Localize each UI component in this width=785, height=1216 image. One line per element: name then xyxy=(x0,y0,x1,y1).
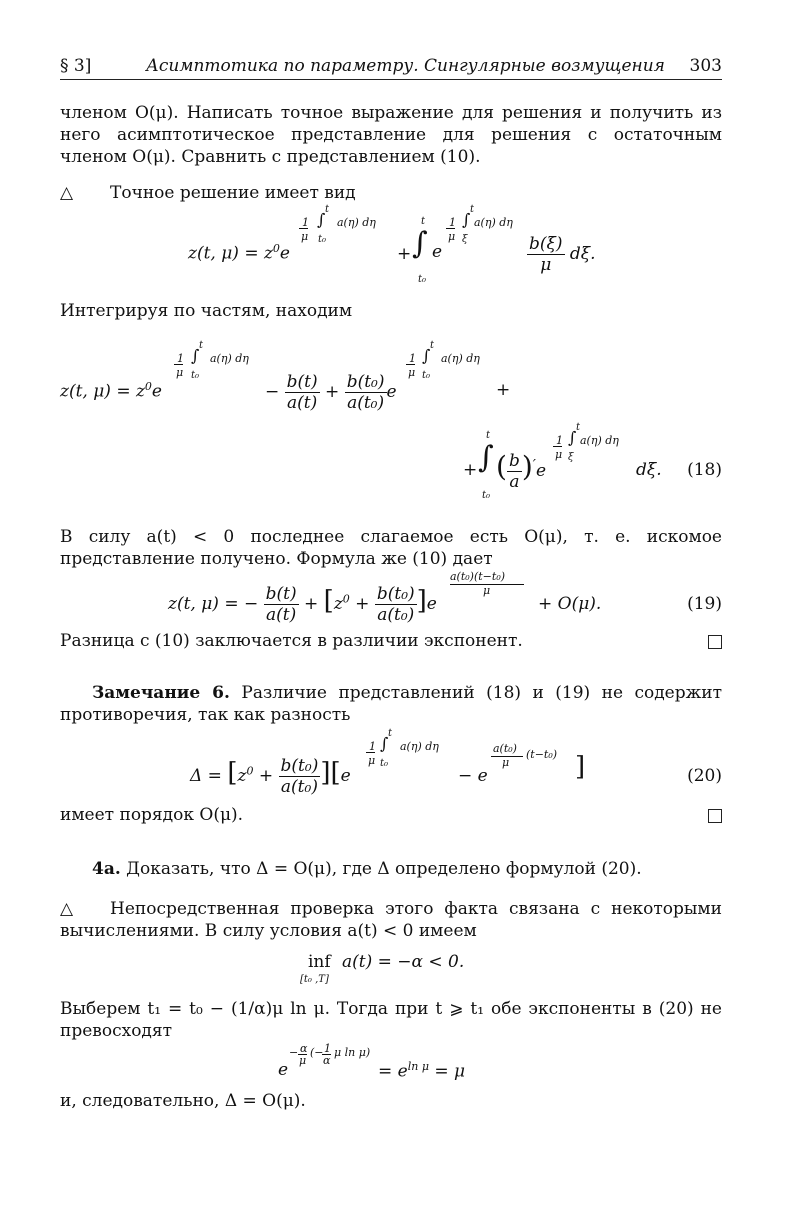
triangle-icon: △ xyxy=(60,899,74,919)
page xyxy=(60,52,722,1112)
paragraph-since: В силу a(t) < 0 последнее слагаемое есть O(μ), т. е. искомое представление получено. Формула же (10) дает xyxy=(60,527,722,569)
running-title: Асимптотика по параметру. Сингулярные возмущения xyxy=(146,56,665,76)
equation-exponent-bound: e − α μ (− 1 α μ ln μ) = $e^{ln \mu} = \mu$ xyxy=(278,1042,466,1082)
page-number: 303 xyxy=(689,56,722,76)
qed-icon xyxy=(708,809,722,823)
paragraph-difference: Разница с (10) заключается в различии экспонент. xyxy=(60,630,722,652)
equation-19-number: (19) xyxy=(687,594,722,614)
paragraph-choose: Выберем t₁ = t₀ − (1/α)μ ln μ. Тогда при t ⩾ t₁ обе экспоненты в (20) не превосходят xyxy=(60,999,722,1041)
paragraph-integrating: Интегрируя по частям, находим xyxy=(60,301,353,321)
paragraph-intro: членом O(μ). Написать точное выражение для решения и получить из него асимптотическое представление для решения с остаточным членом O(μ). Сравнить с представлением (10). xyxy=(60,103,722,167)
problem-4a: 4а. Доказать, что Δ = O(μ), где Δ определено формулой (20). xyxy=(92,859,642,879)
equation-19: z(t, μ) = − $\frac{b(t)}{a(t)}$ + [$z^0$ + $\frac{\text{b(t₀)}}{\text{a(t₀)}}$ ]e a(t₀)(t−t₀) μ + O(μ). (19) xyxy=(168,570,722,625)
equation-exact-solution: z(t, $\mu) = z^0e$ 1 μ ∫ t t₀ a(η) dη + ∫ t t₀ e 1 μ ∫ t ξ a(η) dη $\frac{b(\xi)}{\mu}$ dξ. xyxy=(188,204,596,285)
remark-6: Замечание 6. Различие представлений (18) и (19) не содержит противоречия, так как разность xyxy=(60,683,722,725)
paragraph-final: и, следовательно, Δ = O(μ). xyxy=(60,1091,306,1111)
section-number: § 3] xyxy=(60,56,92,76)
paragraph-direct-check: △ Непосредственная проверка этого факта связана с некоторыми вычислениями. В силу условия a(t) < 0 имеем xyxy=(60,899,722,941)
solution-intro: △ Точное решение имеет вид xyxy=(60,183,356,203)
header-rule xyxy=(60,79,722,80)
equation-20: $\Delta = [z^0$ + $\frac{\text{b(t₀)}}{\text{a(t₀)}}$ ][e 1 μ ∫ t t₀ a(η) dη − e a(t₀) μ (t−t₀) ] (20) xyxy=(190,728,722,797)
running-header xyxy=(60,52,722,76)
qed-icon xyxy=(708,635,722,649)
equation-18: z(t, $\mu) = z^0e$ 1 μ ∫ t t₀ a(η) dη − $\frac{b(t)}{a(t)}$ + $\frac{\text{b(t₀)}}{\text{a(t₀)}}$ e 1 μ ∫ t t₀ a(η) dη + + ∫ t t₀ ( $\frac{b}{a}$ )′e 1 μ ∫ t ξ a(η) dη dξ. (18) xyxy=(60,340,722,501)
equation-inf: inf [t₀ ,T] a(t) = −α < 0. xyxy=(300,952,465,985)
equation-20-number: (20) xyxy=(687,766,722,786)
paragraph-order: имеет порядок O(μ). xyxy=(60,804,722,826)
triangle-icon: △ xyxy=(60,183,74,203)
equation-18-number: (18) xyxy=(687,460,722,480)
